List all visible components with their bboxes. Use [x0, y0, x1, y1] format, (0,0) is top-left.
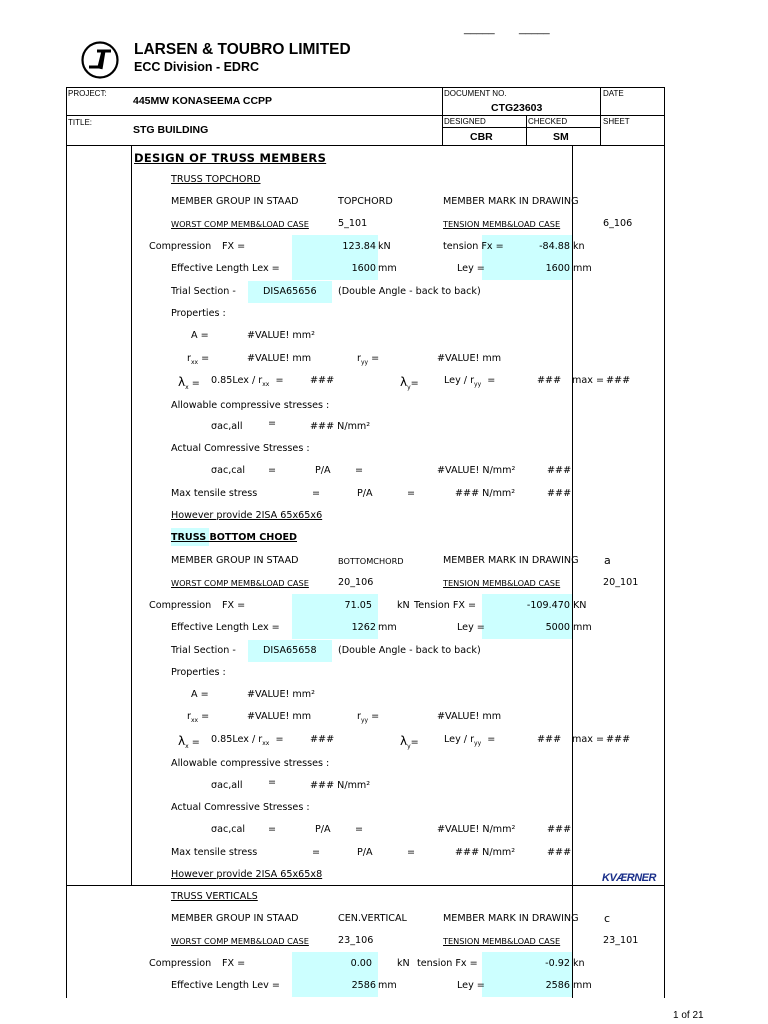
sigma-cal-eq2: = — [355, 824, 364, 835]
area-label: A = — [191, 330, 209, 341]
max-value: ### — [606, 734, 631, 745]
main-title: DESIGN OF TRUSS MEMBERS — [134, 151, 327, 165]
lambda-y-expr: Ley / $r_{yy}$ = — [444, 375, 496, 388]
tension-memb-label: TENSION MEMB&LOAD CASE — [443, 578, 561, 588]
worst-comp-value: 20_106 — [338, 577, 374, 588]
sigma-cal-pa: P/A — [315, 465, 331, 476]
sigma-cal-ratio: ### — [547, 465, 572, 476]
eff-length-label: Effective Length Lex = — [171, 622, 280, 633]
provide-note: However provide 2ISA 65x65x8 — [171, 869, 323, 880]
project-label: PROJECT: — [68, 89, 107, 98]
fx-label: FX = — [222, 600, 246, 611]
ryy-value: #VALUE! mm — [437, 353, 502, 364]
tension-fx-unit: kn — [573, 241, 585, 252]
kvaerner-logo: KVÆRNER — [602, 866, 662, 880]
blank-line-1: _____ — [464, 23, 495, 35]
trial-label: Trial Section - — [171, 645, 236, 656]
lambda-y-expr: Ley / $r_{yy}$ = — [444, 734, 496, 747]
section-heading: TRUSS TOPCHORD — [171, 174, 261, 185]
designed-value: CBR — [470, 131, 493, 143]
sigma-all-label: σac,all — [211, 421, 243, 432]
max-tensile-label: Max tensile stress — [171, 847, 258, 858]
blank-line-2: _____ — [519, 23, 550, 35]
max-tensile-pa: P/A — [357, 488, 373, 499]
sigma-all-eq: = — [268, 418, 277, 429]
tension-fx-label: Tension FX = — [414, 600, 477, 611]
tension-memb-value: 6_106 — [603, 218, 633, 229]
tension-fx-unit: KN — [573, 600, 587, 611]
max-tensile-eq2: = — [407, 488, 416, 499]
compression-label: Compression — [149, 241, 212, 252]
fx-unit: kN — [397, 600, 410, 611]
properties-label: Properties : — [171, 667, 226, 678]
sigma-all-value: ### N/mm² — [310, 421, 371, 432]
lex-value: 2586 — [351, 980, 376, 991]
tension-fx-value: -84.88 — [539, 241, 570, 252]
sigma-cal-value: #VALUE! N/mm² — [437, 824, 516, 835]
lex-unit: mm — [378, 980, 397, 991]
lambda-x-label: $\lambda_x$ = — [178, 375, 200, 391]
company-name: LARSEN & TOUBRO LIMITED — [134, 41, 351, 58]
lex-value: 1600 — [351, 263, 376, 274]
tension-fx-value: -0.92 — [545, 958, 570, 969]
doc-no-value: CTG23603 — [491, 102, 543, 114]
max-label: max = — [572, 375, 604, 386]
fx-value: 71.05 — [344, 600, 372, 611]
max-tensile-eq2: = — [407, 847, 416, 858]
tension-fx-value: -109.470 — [526, 600, 570, 611]
sigma-cal-eq: = — [268, 465, 277, 476]
compression-label: Compression — [149, 958, 212, 969]
sigma-cal-value: #VALUE! N/mm² — [437, 465, 516, 476]
tension-memb-label: TENSION MEMB&LOAD CASE — [443, 219, 561, 229]
tension-memb-value: 23_101 — [603, 935, 639, 946]
eff-length-label: Effective Length Lex = — [171, 263, 280, 274]
checked-value: SM — [553, 131, 569, 143]
lex-unit: mm — [378, 622, 397, 633]
lambda-x-label: $\lambda_x$ = — [178, 734, 200, 750]
area-value: #VALUE! mm² — [247, 689, 315, 700]
member-group-value: BOTTOMCHORD — [338, 556, 404, 566]
ley-label: Ley = — [457, 980, 485, 991]
member-group-label: MEMBER GROUP IN STAAD — [171, 196, 299, 207]
lambda-x-expr: $0.85Lex / r_{xx}$ = — [211, 734, 284, 747]
tension-fx-label: tension Fx = — [417, 958, 478, 969]
worst-comp-label: WORST COMP MEMB&LOAD CASE — [171, 936, 309, 946]
rxx-label: $r_{xx}$ = — [187, 353, 210, 366]
fx-value: 123.84 — [342, 241, 376, 252]
trial-value: DISA65658 — [263, 645, 317, 656]
lambda-x-value: ### — [310, 375, 335, 386]
trial-note: (Double Angle - back to back) — [338, 286, 481, 297]
date-label: DATE — [603, 89, 624, 98]
member-mark-label: MEMBER MARK IN DRAWING — [443, 913, 579, 924]
page-number: 1 of 21 — [673, 1010, 704, 1021]
ley-unit: mm — [573, 622, 592, 633]
lex-unit: mm — [378, 263, 397, 274]
compression-label: Compression — [149, 600, 212, 611]
member-mark-label: MEMBER MARK IN DRAWING — [443, 196, 579, 207]
lex-value: 1262 — [351, 622, 376, 633]
ryy-value: #VALUE! mm — [437, 711, 502, 722]
worst-comp-label: WORST COMP MEMB&LOAD CASE — [171, 578, 309, 588]
worst-comp-value: 23_106 — [338, 935, 374, 946]
max-tensile-label: Max tensile stress — [171, 488, 258, 499]
rxx-label: $r_{xx}$ = — [187, 711, 210, 724]
sigma-all-value: ### N/mm² — [310, 780, 371, 791]
member-group-value: CEN.VERTICAL — [338, 913, 407, 924]
worst-comp-label: WORST COMP MEMB&LOAD CASE — [171, 219, 309, 229]
project-value: 445MW KONASEEMA CCPP — [133, 95, 273, 107]
member-mark-value: a — [604, 554, 611, 567]
division-name: ECC Division - EDRC — [134, 60, 260, 74]
lambda-x-expr: $0.85Lex / r_{xx}$ = — [211, 375, 284, 388]
ryy-label: $r_{yy}$ = — [357, 711, 380, 724]
fx-value: 0.00 — [350, 958, 372, 969]
member-group-label: MEMBER GROUP IN STAAD — [171, 913, 299, 924]
eff-length-label: Effective Length Lev = — [171, 980, 280, 991]
tension-memb-label: TENSION MEMB&LOAD CASE — [443, 936, 561, 946]
fx-unit: kN — [378, 241, 391, 252]
lt-logo — [80, 40, 120, 80]
allowable-label: Allowable compressive stresses : — [171, 758, 330, 769]
lambda-x-value: ### — [310, 734, 335, 745]
tension-fx-label: tension Fx = — [443, 241, 504, 252]
tension-fx-unit: kn — [573, 958, 585, 969]
designed-label: DESIGNED — [444, 117, 486, 126]
ley-label: Ley = — [457, 622, 485, 633]
member-group-label: MEMBER GROUP IN STAAD — [171, 555, 299, 566]
max-tensile-eq: = — [312, 488, 321, 499]
sigma-cal-eq2: = — [355, 465, 364, 476]
sigma-cal-pa: P/A — [315, 824, 331, 835]
lambda-y-label: $\lambda_y=$ — [400, 734, 419, 750]
lambda-y-label: $\lambda_y=$ — [400, 375, 419, 391]
ley-unit: mm — [573, 263, 592, 274]
max-tensile-pa: P/A — [357, 847, 373, 858]
section-heading: TRUSS VERTICALS — [171, 891, 258, 902]
area-label: A = — [191, 689, 209, 700]
max-tensile-ratio: ### — [547, 847, 572, 858]
sigma-all-eq: = — [268, 777, 277, 788]
trial-note: (Double Angle - back to back) — [338, 645, 481, 656]
tension-memb-value: 20_101 — [603, 577, 639, 588]
fx-label: FX = — [222, 241, 246, 252]
sigma-cal-eq: = — [268, 824, 277, 835]
rxx-value: #VALUE! mm — [247, 711, 312, 722]
ley-value: 5000 — [545, 622, 570, 633]
max-label: max = — [572, 734, 604, 745]
sigma-cal-label: σac,cal — [211, 824, 246, 835]
actual-label: Actual Comressive Stresses : — [171, 802, 310, 813]
max-tensile-ratio: ### — [547, 488, 572, 499]
member-group-value: TOPCHORD — [338, 196, 393, 207]
title-value: STG BUILDING — [133, 124, 209, 136]
doc-no-label: DOCUMENT NO. — [444, 89, 507, 98]
lambda-y-value: ### — [537, 734, 562, 745]
sigma-all-label: σac,all — [211, 780, 243, 791]
ley-unit: mm — [573, 980, 592, 991]
sigma-cal-ratio: ### — [547, 824, 572, 835]
checked-label: CHECKED — [528, 117, 568, 126]
fx-unit: kN — [397, 958, 410, 969]
member-mark-value: c — [604, 912, 611, 925]
actual-label: Actual Comressive Stresses : — [171, 443, 310, 454]
section-heading: TRUSS BOTTOM CHOED — [171, 532, 298, 543]
max-value: ### — [606, 375, 631, 386]
ley-value: 1600 — [545, 263, 570, 274]
fx-label: FX = — [222, 958, 246, 969]
sigma-cal-label: σac,cal — [211, 465, 246, 476]
max-tensile-value: ### N/mm² — [455, 488, 516, 499]
trial-label: Trial Section - — [171, 286, 236, 297]
trial-value: DISA65656 — [263, 286, 317, 297]
lambda-y-value: ### — [537, 375, 562, 386]
max-tensile-eq: = — [312, 847, 321, 858]
area-value: #VALUE! mm² — [247, 330, 315, 341]
title-label: TITLE: — [68, 118, 93, 127]
rxx-value: #VALUE! mm — [247, 353, 312, 364]
allowable-label: Allowable compressive stresses : — [171, 400, 330, 411]
provide-note: However provide 2ISA 65x65x6 — [171, 510, 323, 521]
member-mark-label: MEMBER MARK IN DRAWING — [443, 555, 579, 566]
sheet-label: SHEET — [603, 117, 630, 126]
properties-label: Properties : — [171, 308, 226, 319]
ley-value: 2586 — [545, 980, 570, 991]
worst-comp-value: 5_101 — [338, 218, 368, 229]
ryy-label: $r_{yy}$ = — [357, 353, 380, 366]
max-tensile-value: ### N/mm² — [455, 847, 516, 858]
ley-label: Ley = — [457, 263, 485, 274]
